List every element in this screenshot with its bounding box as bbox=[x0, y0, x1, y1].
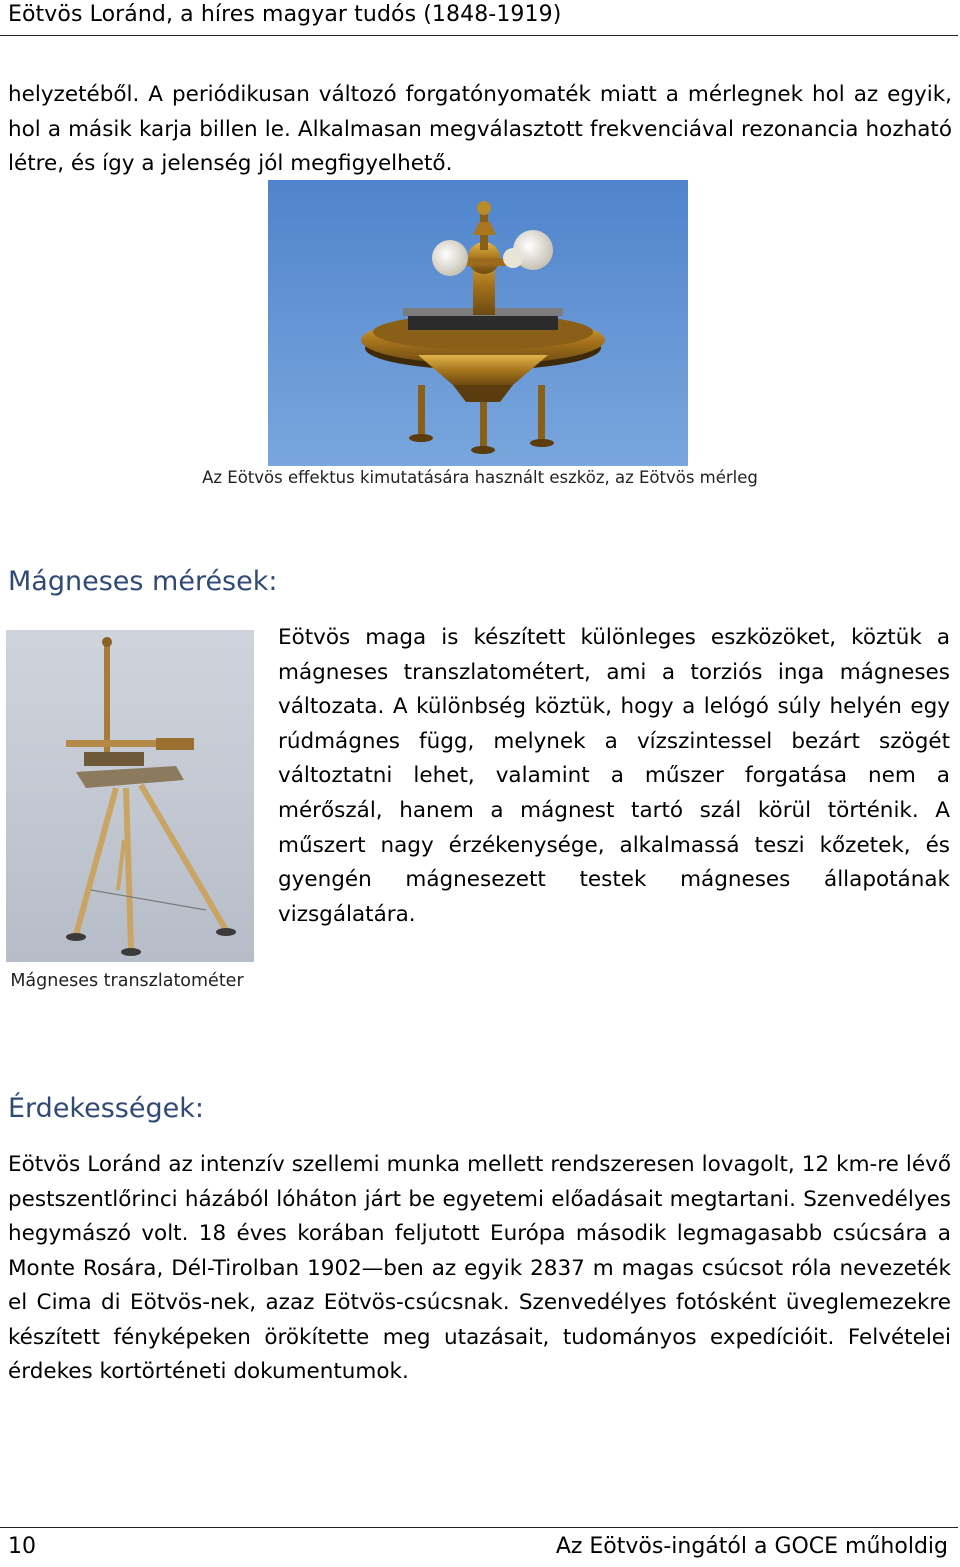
footer-rule bbox=[0, 1527, 958, 1528]
intro-paragraph: helyzetéből. A periódikusan változó forgatónyomaték miatt a mérlegnek hol az egyik, hol a másik karja billen le. Alkalmasan megválasztott frekvenciával rezonancia hozható létre, és így a jelenség jól megfigyelhető. bbox=[8, 82, 952, 176]
erdekessegek-paragraph: Eötvös Loránd az intenzív szellemi munka mellett rendszeresen lovagolt, 12 km-re lévő pestszentlőrinci házából lóháton járt be egyetemi előadásait megtartani. Szenvedélyes hegymászó volt. 18 éves korában feljutott Európa második legmagasabb csúcsára a Monte Rosára, Dél-Tirolban 1902—ben az egyik 2837 m magas csúcsot róla nevezeték el Cima di Eötvös-nek, azaz Eötvös-csúcsnak. Szenvedélyes fotósként üveglemezekre készített fényképeken örökítette meg utazásait, tudományos expedícióit. Felvételei érdekes kortörténeti dokumentumok. bbox=[8, 1152, 951, 1384]
magnetic-translatometer-photo bbox=[6, 630, 254, 962]
footer-page-number: 10 bbox=[8, 1534, 36, 1559]
figure-caption-translatometer: Mágneses transzlatométer bbox=[10, 971, 244, 991]
section-heading-erdekessegek: Érdekességek: bbox=[8, 1093, 204, 1124]
footer-title: Az Eötvös-ingától a GOCE műholdig bbox=[555, 1534, 948, 1559]
section-heading-magneses-meresek: Mágneses mérések: bbox=[8, 566, 278, 597]
running-header-title: Eötvös Loránd, a híres magyar tudós (1848-1919) bbox=[8, 2, 562, 27]
figure-caption-eotvos-balance: Az Eötvös effektus kimutatására használt eszköz, az Eötvös mérleg bbox=[202, 468, 758, 487]
eotvos-balance-photo bbox=[268, 180, 688, 466]
magneses-paragraph: Eötvös maga is készített különleges eszközöket, köztük a mágneses transzlatométert, ami a torziós inga mágneses változata. A különbség köztük, hogy a lelógó súly helyén egy rúdmágnes függ, melynek a vízszintessel bezárt szögét változtatni lehet, valamint a műszer forgatása nem a mérőszál, hanem a mágnest tartó szál körül történik. A műszert nagy érzékenysége, alkalmassá teszi kőzetek, és gyengén mágnesezett testek mágneses állapotának vizsgálatára. bbox=[278, 625, 950, 927]
header-rule bbox=[0, 35, 958, 36]
